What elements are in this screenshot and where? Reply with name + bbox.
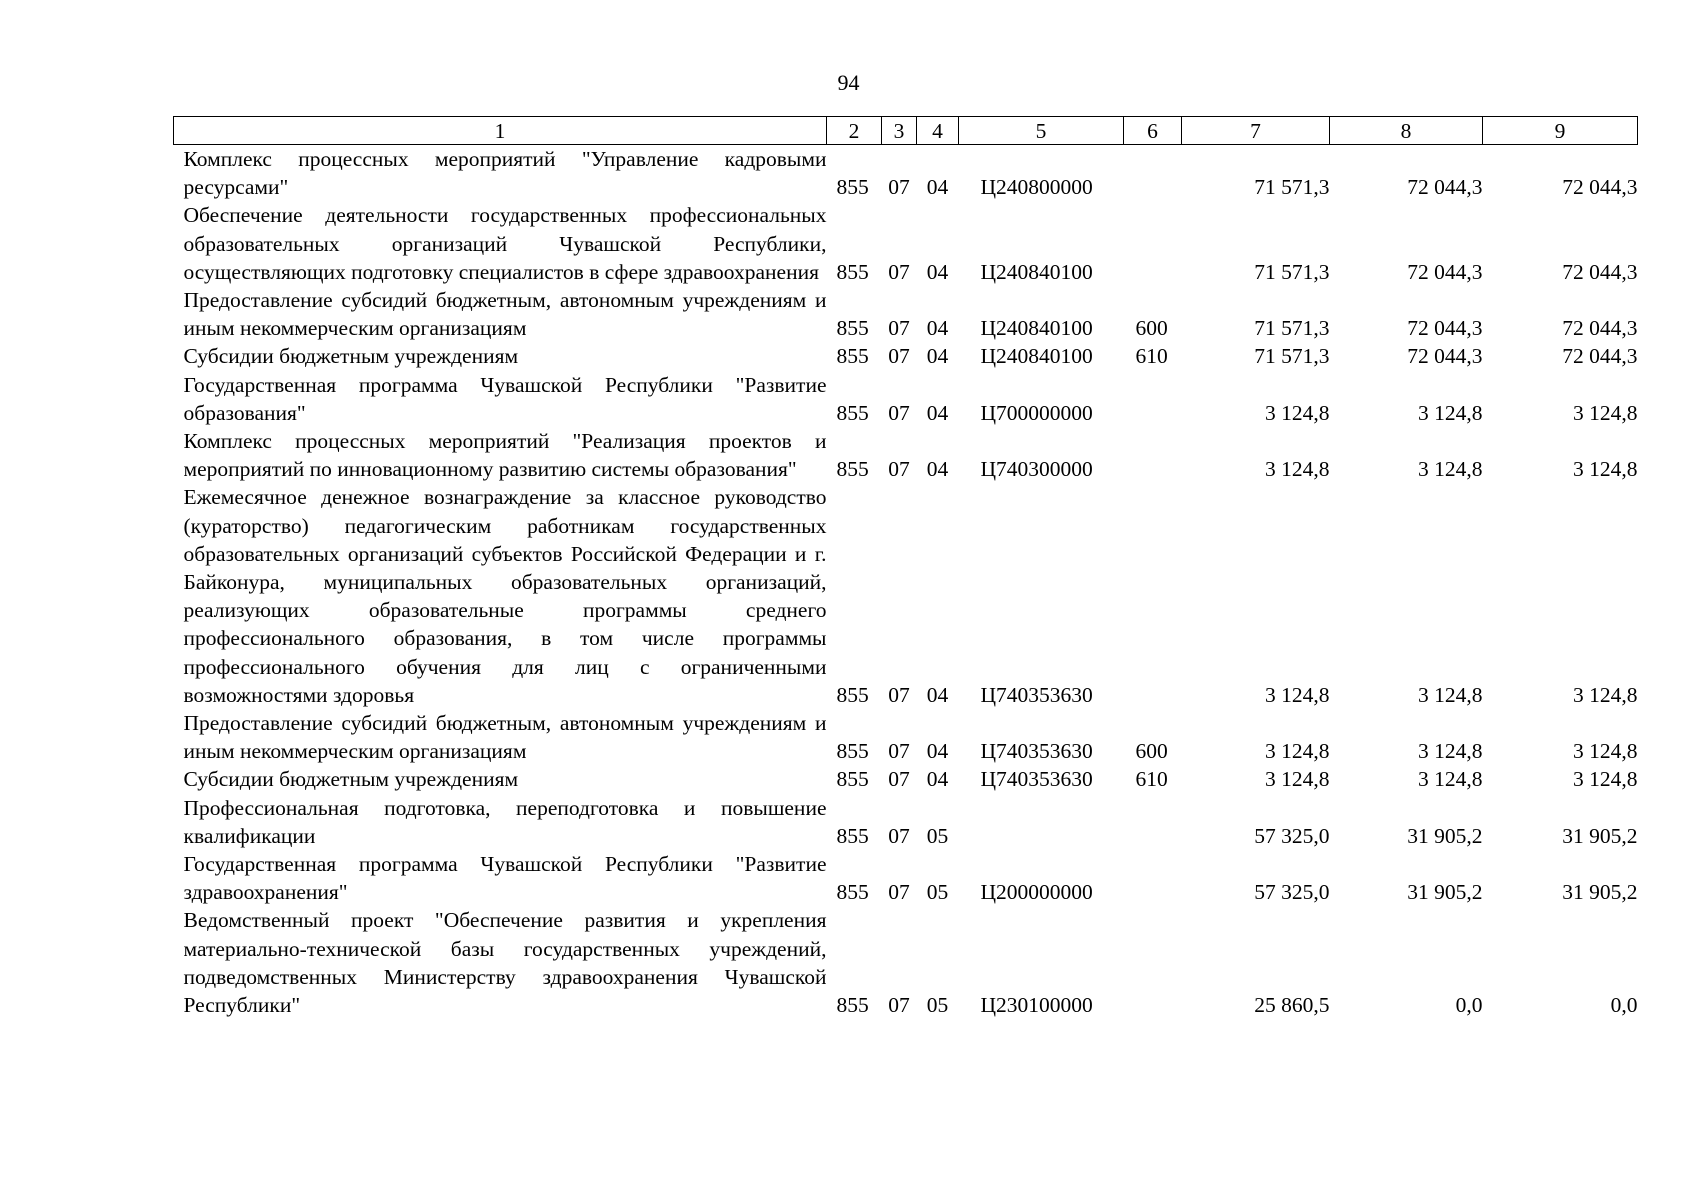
col-8-value: 31 905,2 [1407, 823, 1483, 848]
col-3-value: 07 [888, 259, 910, 284]
col-8-value: 31 905,2 [1407, 880, 1483, 905]
col-9-value: 3 124,8 [1573, 400, 1638, 425]
col-3-value: 07 [888, 682, 910, 707]
header-col-5: 5 [959, 117, 1124, 145]
col-5-value: Ц740353630 [980, 682, 1093, 707]
col-8-value: 72 044,3 [1407, 259, 1483, 284]
table-header [174, 117, 1638, 145]
col-4-value: 04 [926, 739, 949, 764]
col-8-value: 3 124,8 [1418, 739, 1483, 764]
header-col-1: 1 [174, 117, 827, 145]
col-7-value: 71 571,3 [1254, 316, 1330, 341]
row-name: Ежемесячное денежное вознаграждение за классное руководство (кураторство) педагогическим работникам государственных образовательных организаций субъектов Российской Федерации и г. Байконура, муниципальных образовательных организаций, реализующих образовательные программы среднего профессионального образования, в том числе программы профессионального обучения для лиц с ограниченными возможностями здоровья [183, 485, 827, 707]
col-6-value: 610 [1135, 344, 1168, 369]
col-6-value [1124, 483, 1182, 709]
col-9-value: 72 044,3 [1562, 344, 1638, 369]
col-4-value: 04 [926, 344, 949, 369]
row-name: Комплекс процессных мероприятий "Управление кадровыми ресурсами" [183, 147, 827, 200]
col-9-value: 3 124,8 [1573, 457, 1638, 482]
col-2-value: 855 [836, 344, 869, 369]
table-row [174, 850, 1638, 906]
col-5-value: Ц700000000 [980, 400, 1093, 425]
col-4-value: 04 [926, 400, 949, 425]
col-2-value: 855 [836, 457, 869, 482]
table-row [174, 201, 1638, 286]
col-7-value: 3 124,8 [1265, 739, 1330, 764]
col-5-value [959, 794, 1124, 850]
col-2-value: 855 [836, 175, 869, 200]
row-name: Предоставление субсидий бюджетным, автономным учреждениям и иным некоммерческим организациям [183, 711, 827, 764]
col-2-value: 855 [836, 767, 869, 792]
table-row [174, 709, 1638, 765]
col-4-value: 05 [926, 880, 949, 905]
col-8-value: 0,0 [1455, 993, 1483, 1018]
table-body [174, 145, 1638, 1020]
col-6-value [1124, 906, 1182, 1019]
col-7-value: 25 860,5 [1254, 993, 1330, 1018]
col-2-value: 855 [836, 400, 869, 425]
table-row [174, 286, 1638, 342]
col-5-value: Ц200000000 [980, 880, 1093, 905]
col-3-value: 07 [888, 880, 910, 905]
col-8-value: 3 124,8 [1418, 767, 1483, 792]
col-9-value: 3 124,8 [1573, 739, 1638, 764]
col-6-value: 610 [1135, 767, 1168, 792]
col-6-value: 600 [1135, 316, 1168, 341]
col-9-value: 31 905,2 [1562, 823, 1638, 848]
col-9-value: 3 124,8 [1573, 767, 1638, 792]
col-3-value: 07 [888, 739, 910, 764]
col-8-value: 72 044,3 [1407, 316, 1483, 341]
col-9-value: 31 905,2 [1562, 880, 1638, 905]
col-2-value: 855 [836, 316, 869, 341]
col-7-value: 57 325,0 [1254, 880, 1330, 905]
col-9-value: 72 044,3 [1562, 316, 1638, 341]
col-4-value: 04 [926, 316, 949, 341]
col-3-value: 07 [888, 767, 910, 792]
col-3-value: 07 [888, 823, 910, 848]
col-4-value: 05 [926, 993, 949, 1018]
col-5-value: Ц240800000 [980, 175, 1093, 200]
col-6-value [1124, 371, 1182, 427]
page-number: 94 [837, 70, 860, 95]
col-5-value: Ц240840100 [980, 344, 1093, 369]
col-3-value: 07 [888, 993, 910, 1018]
row-name: Государственная программа Чувашской Республики "Развитие образования" [183, 372, 827, 425]
col-6-value [1124, 794, 1182, 850]
col-8-value: 3 124,8 [1418, 457, 1483, 482]
table-row [174, 145, 1638, 202]
row-name: Предоставление субсидий бюджетным, автономным учреждениям и иным некоммерческим организациям [183, 288, 827, 341]
col-9-value: 72 044,3 [1562, 175, 1638, 200]
header-col-6: 6 [1124, 117, 1182, 145]
col-4-value: 04 [926, 175, 949, 200]
col-2-value: 855 [836, 823, 869, 848]
col-3-value: 07 [888, 400, 910, 425]
col-4-value: 04 [926, 259, 949, 284]
col-9-value: 3 124,8 [1573, 682, 1638, 707]
col-6-value [1124, 201, 1182, 286]
col-5-value: Ц240840100 [980, 316, 1093, 341]
header-col-9: 9 [1483, 117, 1638, 145]
col-6-value [1124, 850, 1182, 906]
header-row [174, 117, 1638, 145]
col-3-value: 07 [888, 344, 910, 369]
header-col-7: 7 [1182, 117, 1330, 145]
col-5-value: Ц740300000 [980, 457, 1093, 482]
col-4-value: 04 [926, 682, 949, 707]
col-3-value: 07 [888, 457, 910, 482]
table-row [174, 427, 1638, 483]
header-col-3: 3 [882, 117, 917, 145]
col-2-value: 855 [836, 259, 869, 284]
table-row [174, 342, 1638, 370]
col-3-value: 07 [888, 316, 910, 341]
table-row [174, 906, 1638, 1019]
header-col-4: 4 [917, 117, 959, 145]
col-5-value: Ц240840100 [980, 259, 1093, 284]
col-6-value: 600 [1135, 739, 1168, 764]
row-name: Комплекс процессных мероприятий "Реализация проектов и мероприятий по инновационному развитию системы образования" [183, 429, 827, 482]
col-2-value: 855 [836, 739, 869, 764]
col-7-value: 3 124,8 [1265, 457, 1330, 482]
row-name: Субсидии бюджетным учреждениям [183, 344, 519, 369]
col-2-value: 855 [836, 993, 869, 1018]
col-5-value: Ц740353630 [980, 739, 1093, 764]
row-name: Обеспечение деятельности государственных профессиональных образовательных организаций Чувашской Республики, осуществляющих подготовку специалистов в сфере здравоохранения [183, 203, 827, 284]
table-row [174, 765, 1638, 793]
col-7-value: 3 124,8 [1265, 767, 1330, 792]
col-3-value: 07 [888, 175, 910, 200]
col-8-value: 72 044,3 [1407, 175, 1483, 200]
col-8-value: 3 124,8 [1418, 682, 1483, 707]
col-8-value: 72 044,3 [1407, 344, 1483, 369]
col-7-value: 57 325,0 [1254, 823, 1330, 848]
col-9-value: 72 044,3 [1562, 259, 1638, 284]
col-2-value: 855 [836, 880, 869, 905]
col-6-value [1124, 427, 1182, 483]
col-4-value: 05 [926, 823, 949, 848]
header-col-2: 2 [827, 117, 882, 145]
header-col-8: 8 [1330, 117, 1483, 145]
col-8-value: 3 124,8 [1418, 400, 1483, 425]
col-7-value: 3 124,8 [1265, 682, 1330, 707]
col-4-value: 04 [926, 767, 949, 792]
row-name: Субсидии бюджетным учреждениям [183, 767, 519, 792]
budget-table [173, 116, 1638, 1019]
col-2-value: 855 [836, 682, 869, 707]
col-5-value: Ц740353630 [980, 767, 1093, 792]
col-5-value: Ц230100000 [980, 993, 1093, 1018]
row-name: Профессиональная подготовка, переподготовка и повышение квалификации [183, 795, 827, 848]
table-row [174, 371, 1638, 427]
table-row [174, 794, 1638, 850]
col-7-value: 71 571,3 [1254, 175, 1330, 200]
col-6-value [1124, 145, 1182, 202]
table-row [174, 483, 1638, 709]
row-name: Ведомственный проект "Обеспечение развития и укрепления материально-технической базы государственных учреждений, подведомственных Министерству здравоохранения Чувашской Республики" [183, 908, 827, 1018]
col-4-value: 04 [926, 457, 949, 482]
row-name: Государственная программа Чувашской Республики "Развитие здравоохранения" [183, 852, 827, 905]
col-9-value: 0,0 [1610, 993, 1638, 1018]
col-7-value: 71 571,3 [1254, 344, 1330, 369]
col-7-value: 3 124,8 [1265, 400, 1330, 425]
col-7-value: 71 571,3 [1254, 259, 1330, 284]
